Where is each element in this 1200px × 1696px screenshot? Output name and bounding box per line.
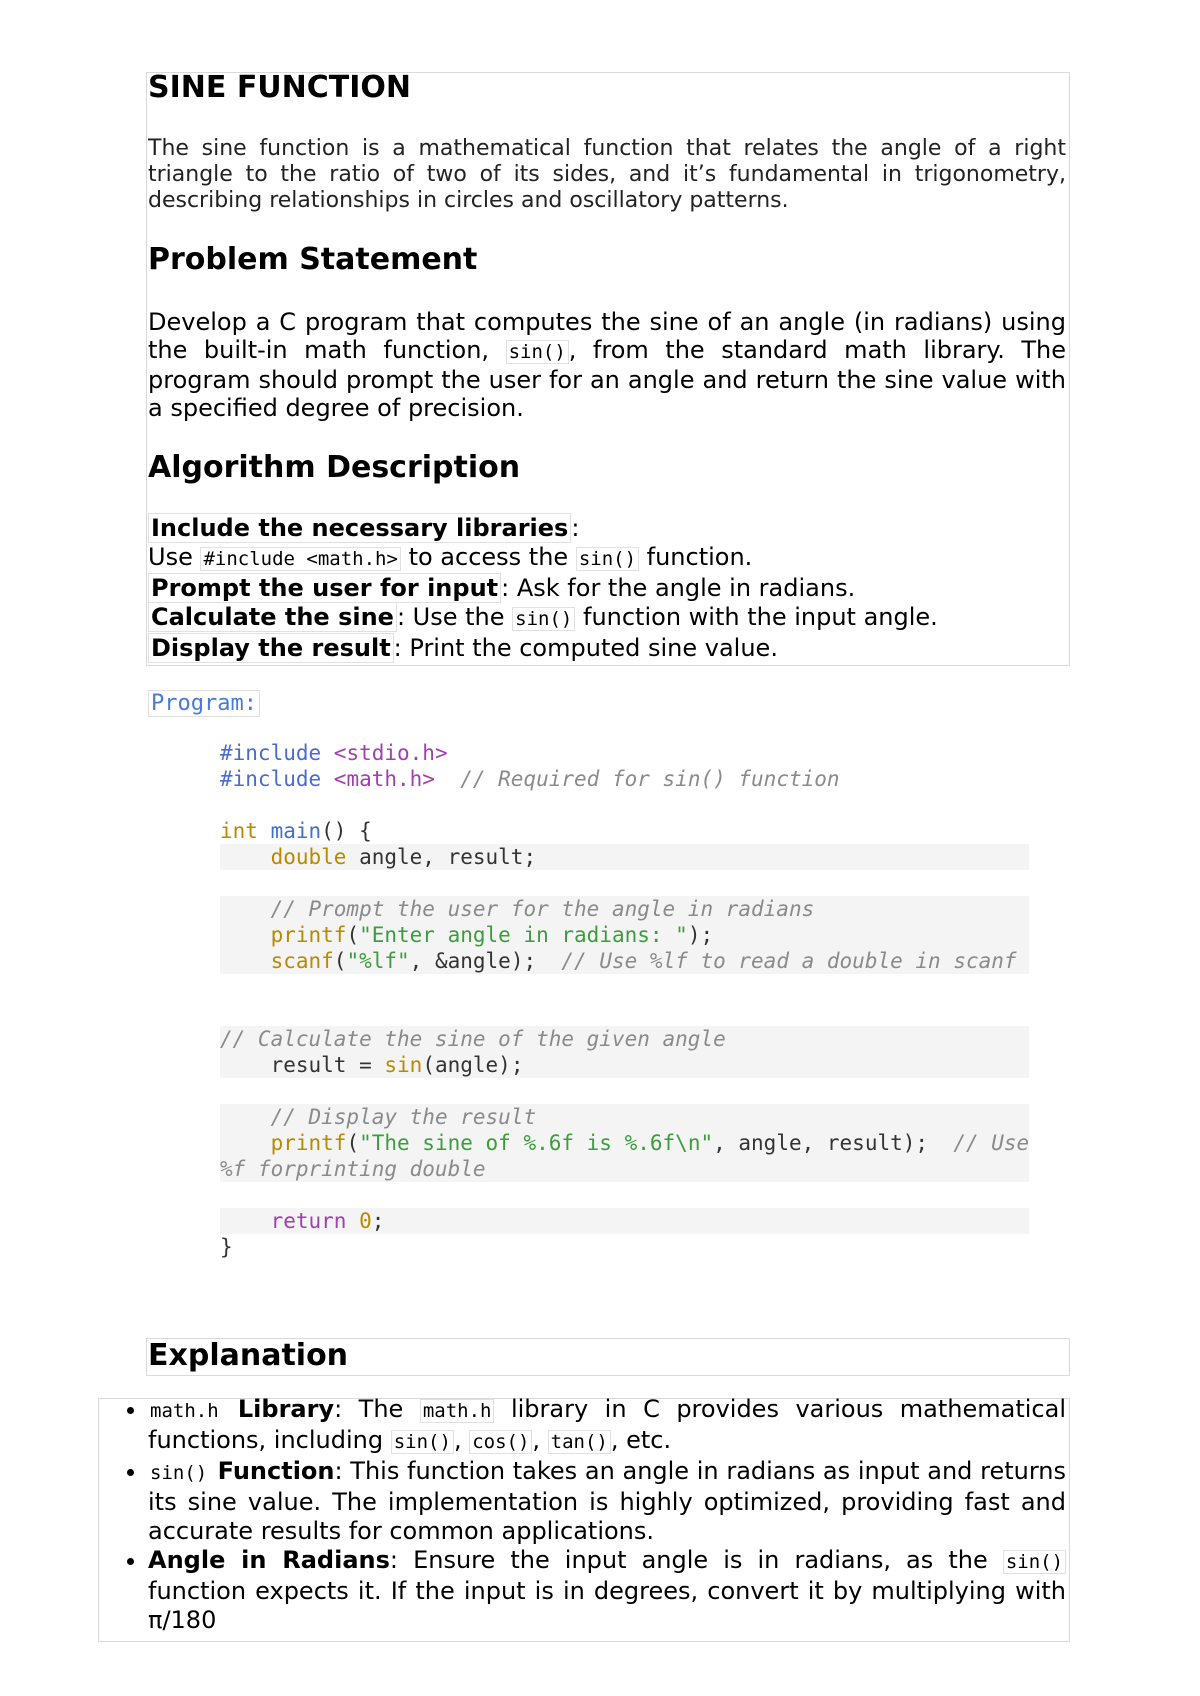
code-token: ; [371, 1209, 385, 1233]
explanation-item-math-h [148, 1395, 1066, 1457]
code-line [220, 1104, 1029, 1130]
step-text: Use [148, 543, 201, 571]
code-line [220, 948, 1029, 974]
code-line [220, 766, 1029, 792]
code-token: int [220, 819, 258, 843]
item-label: Angle in Radians [148, 1546, 390, 1574]
inline-code-include: #include <math.h> [200, 547, 400, 571]
item-text: : The [334, 1395, 420, 1423]
code-token: ); [687, 923, 714, 947]
explanation-item-radians [148, 1546, 1066, 1635]
code-line [220, 818, 1029, 844]
code-comment: // Use %lf to read a double in scanf [561, 949, 1017, 973]
step-label: Display the result [148, 633, 394, 663]
item-text: : Ensure the input angle is in radians, as the [389, 1546, 1003, 1574]
problem-statement-heading: Problem Statement [148, 242, 478, 277]
inline-code-tan: tan() [548, 1430, 611, 1454]
algorithm-description-heading: Algorithm Description [148, 450, 521, 485]
algorithm-step-calculate [148, 603, 1066, 634]
inline-code-cos: cos() [469, 1430, 532, 1454]
code-line [220, 1052, 1029, 1078]
code-token: printf [270, 923, 347, 947]
code-token: angle, result; [346, 845, 537, 869]
code-token: <stdio.h> [321, 741, 448, 765]
code-comment: // Required for sin() function [434, 767, 840, 791]
algorithm-step-display [148, 634, 1066, 663]
code-token: <math.h> [321, 767, 435, 791]
step-text: function. [639, 543, 753, 571]
problem-text: Develop a C program that computes the sine of an angle (in radians) using the built-in math function, [148, 308, 1066, 364]
intro-paragraph: The sine function is a mathematical function that relates the angle of a right triangle to the ratio of two of its sides, and it’s fundamental in trigonometry, describing relationships in circles and oscillatory patterns. [148, 136, 1066, 213]
code-token: , angle, result); [713, 1131, 954, 1155]
code-comment: // Prompt the user for the angle in radians [270, 897, 815, 921]
code-line [220, 922, 1029, 948]
step-text: : Print the computed sine value. [393, 634, 778, 662]
code-token: main [257, 819, 322, 843]
code-comment: // Use [953, 1131, 1030, 1155]
code-token: , &angle); [409, 949, 562, 973]
step-text: : Use the [396, 603, 513, 631]
step-label: Calculate the sine [148, 602, 397, 632]
inline-code-math-h: math.h [150, 1400, 219, 1422]
item-text: , [453, 1426, 470, 1454]
code-token: ( [333, 949, 347, 973]
code-comment: // Calculate the sine of the given angle [220, 1027, 726, 1051]
code-token: #include [220, 767, 322, 791]
code-line [220, 844, 1029, 870]
code-token: printf [270, 1131, 347, 1155]
inline-code-sin: sin() [576, 547, 639, 571]
code-comment: // Display the result [270, 1105, 537, 1129]
inline-code-sin: sin() [391, 1430, 454, 1454]
algorithm-step-include [148, 514, 1066, 543]
page-title: SINE FUNCTION [148, 70, 412, 105]
code-line [220, 1130, 1029, 1156]
code-line-blank [220, 1078, 1029, 1104]
code-token: ( [346, 1131, 360, 1155]
code-token: sin [384, 1053, 423, 1077]
problem-statement-paragraph [148, 308, 1066, 422]
algorithm-step-prompt [148, 574, 1066, 603]
code-token: result = [270, 1053, 385, 1077]
code-line-blank [220, 1000, 1029, 1026]
item-text: library in C provides various mathematical functions, including [148, 1395, 1067, 1454]
item-text: function expects it. If the input is in degrees, convert it by multiplying with π/180 [148, 1577, 1066, 1634]
inline-code-sin: sin() [1003, 1550, 1066, 1574]
code-token: 0 [359, 1209, 372, 1233]
step-text: : [571, 514, 580, 542]
code-line-blank [220, 870, 1029, 896]
code-line [220, 1156, 1029, 1182]
code-token: double [270, 845, 347, 869]
item-text: , [532, 1426, 548, 1454]
step-text: function with the input angle. [575, 603, 938, 631]
code-token: ( [346, 923, 360, 947]
problem-text-continued: , from the standard math library. The program should prompt the user for an angle and return the sine value with a specified degree of precision. [148, 336, 1066, 422]
inline-code-math-h: math.h [420, 1399, 495, 1423]
code-line [220, 896, 1029, 922]
step-label: Prompt the user for input [148, 573, 501, 603]
inline-code-sin: sin() [150, 1462, 208, 1484]
algorithm-step-use [148, 543, 1066, 574]
step-text: to access the [400, 543, 576, 571]
code-token: () { [321, 819, 372, 843]
code-line [220, 740, 1029, 766]
item-label: Library [220, 1395, 335, 1423]
explanation-list [98, 1395, 1066, 1635]
code-token: return [270, 1209, 347, 1233]
step-label: Include the necessary libraries [148, 513, 571, 543]
code-string: "%lf" [346, 949, 410, 973]
code-comment: %f forprinting double [220, 1157, 486, 1181]
code-line [220, 1208, 1029, 1234]
item-text: , etc. [610, 1426, 672, 1454]
code-line-blank [220, 1182, 1029, 1208]
inline-code-sin: sin() [512, 607, 575, 631]
code-token: #include [220, 741, 322, 765]
item-text: : This function takes an angle in radians as input and returns its sine value. The implementation is highly optimized, providing fast and accurate results for common applications. [148, 1457, 1066, 1545]
code-line [220, 1026, 1029, 1052]
code-token: } [220, 1235, 233, 1259]
code-string: "Enter angle in radians: " [359, 923, 688, 947]
item-label: Function [209, 1457, 335, 1485]
code-token: scanf [270, 949, 334, 973]
code-line [220, 1234, 1029, 1260]
algorithm-steps [148, 514, 1066, 663]
explanation-item-sin-function [148, 1457, 1066, 1546]
code-line-blank [220, 974, 1029, 1000]
code-string: "The sine of %.6f is %.6f\n" [359, 1131, 714, 1155]
explanation-heading: Explanation [148, 1338, 349, 1373]
code-line-blank [220, 792, 1029, 818]
code-block [220, 740, 1029, 1260]
step-text: : Ask for the angle in radians. [501, 574, 856, 602]
program-label: Program: [148, 690, 260, 717]
inline-code-sin: sin() [506, 340, 569, 364]
code-token: (angle); [422, 1053, 524, 1077]
